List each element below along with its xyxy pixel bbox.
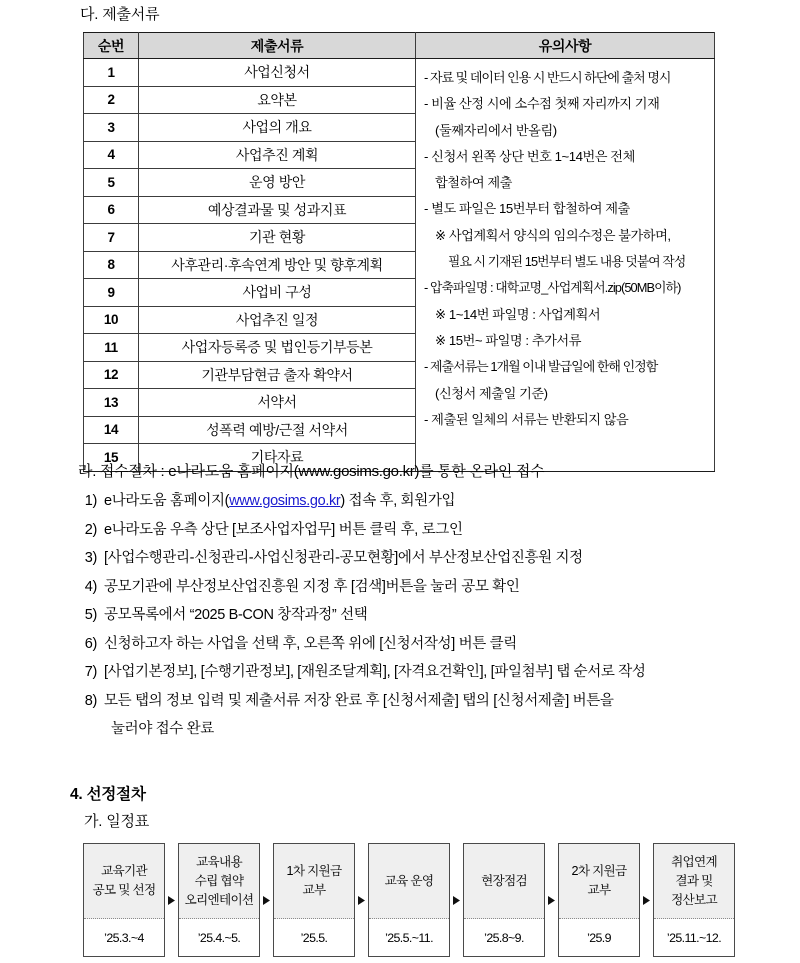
row-document: 사업비 구성 xyxy=(139,279,416,307)
row-document: 요약본 xyxy=(139,86,416,114)
list-text: 모든 탭의 정보 입력 및 제출서류 저장 완료 후 [신청서제출] 탭의 [신청서제출] 버튼을 xyxy=(104,692,614,709)
flow-step-date: ’25.11.~12. xyxy=(654,919,734,956)
list-item xyxy=(78,487,738,516)
note-line: 필요 시 기재된 15번부터 별도 내용 덧붙여 작성 xyxy=(448,254,686,270)
row-document: 사업자등록증 및 법인등기부등본 xyxy=(139,334,416,362)
row-number: 12 xyxy=(84,361,139,389)
list-text-pre: e나라도움 홈페이지( xyxy=(104,493,230,509)
flow-step-line: 수립 협약 xyxy=(194,873,244,888)
list-marker: 1) xyxy=(84,493,97,509)
row-document: 사업신청서 xyxy=(139,59,416,87)
flow-step-date: ’25.8~9. xyxy=(464,919,544,956)
note-line: ※ 15번~ 파일명 : 추가서류 xyxy=(435,332,582,348)
row-number: 5 xyxy=(84,169,139,197)
flow-step-line: 2차 지원금 xyxy=(571,864,627,878)
row-number: 9 xyxy=(84,279,139,307)
note-line: - 제출된 일체의 서류는 반환되지 않음 xyxy=(424,411,629,427)
flow-step-7 xyxy=(653,843,735,957)
arrow-right-icon xyxy=(545,843,558,957)
row-document: 사후관리·후속연계 방안 및 향후계획 xyxy=(139,251,416,279)
note-line: - 자료 및 데이터 인용 시 반드시 하단에 출처 명시 xyxy=(424,70,671,85)
row-number: 10 xyxy=(84,306,139,334)
arrow-right-icon xyxy=(450,843,463,957)
note-line: - 신청서 왼쪽 상단 번호 1~14번은 전체 xyxy=(424,148,635,164)
list-text: e나라도움 우측 상단 [보조사업자업무] 버튼 클릭 후, 로그인 xyxy=(104,521,463,538)
flow-step-5 xyxy=(463,843,545,957)
flow-step-line: 취업연계 xyxy=(671,854,717,869)
notes-cell xyxy=(416,59,715,472)
list-item xyxy=(78,630,738,659)
table-row xyxy=(84,59,715,87)
submission-documents-table xyxy=(83,32,715,472)
note-line: - 비율 산정 시에 소수점 첫째 자리까지 기재 xyxy=(424,96,660,112)
note-line: ※ 1~14번 파일명 : 사업계획서 xyxy=(435,306,601,322)
arrow-right-icon xyxy=(165,843,178,957)
row-number: 6 xyxy=(84,196,139,224)
arrow-right-icon xyxy=(640,843,653,957)
list-item xyxy=(78,601,738,630)
column-header-doc: 제출서류 xyxy=(139,33,416,59)
row-number: 2 xyxy=(84,86,139,114)
heading-schedule-table: 가. 일정표 xyxy=(84,813,150,830)
list-marker: 7) xyxy=(84,664,97,680)
flow-step-line: 교육 운영 xyxy=(384,873,434,888)
flow-step-6 xyxy=(558,843,640,957)
flow-step-date: ’25.5. xyxy=(274,919,354,956)
procedure-list xyxy=(78,487,738,744)
list-text: [사업수행관리-신청관리-사업신청관리-공모현황]에서 부산정보산업진흥원 지정 xyxy=(104,550,583,566)
flow-step-label xyxy=(179,844,259,919)
gosims-link[interactable]: www.gosims.go.kr xyxy=(229,493,341,509)
list-text-post: ) 접속 후, 회원가입 xyxy=(340,493,456,509)
row-document: 기타자료 xyxy=(139,444,416,472)
list-marker: 3) xyxy=(84,550,97,566)
row-number: 8 xyxy=(84,251,139,279)
row-number: 3 xyxy=(84,114,139,142)
flow-step-1 xyxy=(83,843,165,957)
flow-step-line: 교부 xyxy=(302,883,326,897)
row-document: 사업의 개요 xyxy=(139,114,416,142)
notes-list xyxy=(424,65,710,433)
list-continuation: 눌러야 접수 완료 xyxy=(111,721,214,737)
list-item xyxy=(78,687,738,716)
flow-step-line: 공모 및 선정 xyxy=(92,883,156,897)
section-heading-selection-process: 4. 선정절차 xyxy=(70,786,146,803)
list-item xyxy=(78,658,738,687)
row-document: 예상결과물 및 성과지표 xyxy=(139,196,416,224)
row-number: 1 xyxy=(84,59,139,87)
list-text: 공모기관에 부산정보산업진흥원 지정 후 [검색]버튼을 눌러 공모 확인 xyxy=(104,578,520,595)
heading-submission-documents: 다. 제출서류 xyxy=(80,6,160,23)
row-number: 11 xyxy=(84,334,139,362)
arrow-right-icon xyxy=(260,843,273,957)
note-line: - 별도 파일은 15번부터 합철하여 제출 xyxy=(424,201,630,217)
flow-step-line: 교육기관 xyxy=(101,864,147,878)
row-document: 운영 방안 xyxy=(139,169,416,197)
row-document: 기관 현황 xyxy=(139,224,416,252)
heading-application-procedure: 라. 접수절차 : e나라도움 홈페이지(www.gosims.go.kr)를 통한 온라인 접수 xyxy=(78,463,545,480)
row-number: 15 xyxy=(84,444,139,472)
flow-step-date: ’25.3.~4 xyxy=(84,919,164,956)
flow-step-line: 결과 및 xyxy=(675,873,713,888)
list-marker: 5) xyxy=(84,607,97,623)
column-header-note: 유의사항 xyxy=(416,33,715,59)
row-document: 사업추진 일정 xyxy=(139,306,416,334)
flow-step-date: ’25.5.~11. xyxy=(369,919,449,956)
list-text: 공모목록에서 “2025 B-CON 창작과정” 선택 xyxy=(104,607,368,623)
note-line: 합철하여 제출 xyxy=(435,175,512,191)
flow-step-2 xyxy=(178,843,260,957)
note-line: - 압축파일명 : 대학교명_사업계획서.zip(50MB이하) xyxy=(424,280,681,296)
note-line: (둘째자리에서 반올림) xyxy=(435,122,557,138)
list-item xyxy=(78,544,738,573)
flow-step-line: 1차 지원금 xyxy=(286,864,342,878)
column-header-no: 순번 xyxy=(84,33,139,59)
row-document: 서약서 xyxy=(139,389,416,417)
flow-step-label xyxy=(84,844,164,919)
list-marker: 6) xyxy=(84,635,97,652)
flow-step-line: 정산보고 xyxy=(671,892,717,907)
arrow-right-icon xyxy=(355,843,368,957)
list-item xyxy=(78,573,738,602)
schedule-flowchart xyxy=(83,843,735,957)
flow-step-label xyxy=(464,844,544,919)
list-text: 신청하고자 하는 사업을 선택 후, 오른쪽 위에 [신청서작성] 버튼 클릭 xyxy=(104,635,517,652)
row-number: 14 xyxy=(84,416,139,444)
note-line: ※ 사업계획서 양식의 임의수정은 불가하며, xyxy=(435,227,671,243)
flow-step-3 xyxy=(273,843,355,957)
row-number: 13 xyxy=(84,389,139,417)
list-marker: 4) xyxy=(84,578,97,595)
flow-step-date: ’25.9 xyxy=(559,919,639,956)
note-line: - 제출서류는 1개월 이내 발급일에 한해 인정함 xyxy=(424,359,658,375)
row-number: 4 xyxy=(84,141,139,169)
row-number: 7 xyxy=(84,224,139,252)
flow-step-label xyxy=(369,844,449,919)
flow-step-label xyxy=(654,844,734,919)
table-header-row xyxy=(84,33,715,59)
flow-step-4 xyxy=(368,843,450,957)
flow-step-label xyxy=(559,844,639,919)
list-item xyxy=(78,516,738,545)
flow-step-label xyxy=(274,844,354,919)
list-marker: 2) xyxy=(84,521,97,538)
list-text xyxy=(104,487,738,516)
list-marker: 8) xyxy=(84,692,97,709)
row-document: 기관부담현금 출자 확약서 xyxy=(139,361,416,389)
row-document: 성폭력 예방/근절 서약서 xyxy=(139,416,416,444)
list-text: [사업기본정보], [수행기관정보], [재원조달계획], [자격요건확인], [파일첨부] 탭 순서로 작성 xyxy=(104,664,646,680)
flow-step-line: 교육내용 xyxy=(196,854,242,869)
flow-step-line: 오리엔테이션 xyxy=(184,892,254,907)
flow-step-line: 교부 xyxy=(587,883,611,897)
flow-step-line: 현장점검 xyxy=(481,873,527,888)
row-document: 사업추진 계획 xyxy=(139,141,416,169)
note-line: (신청서 제출일 기준) xyxy=(435,385,548,401)
flow-step-date: ’25.4.~5. xyxy=(179,919,259,956)
